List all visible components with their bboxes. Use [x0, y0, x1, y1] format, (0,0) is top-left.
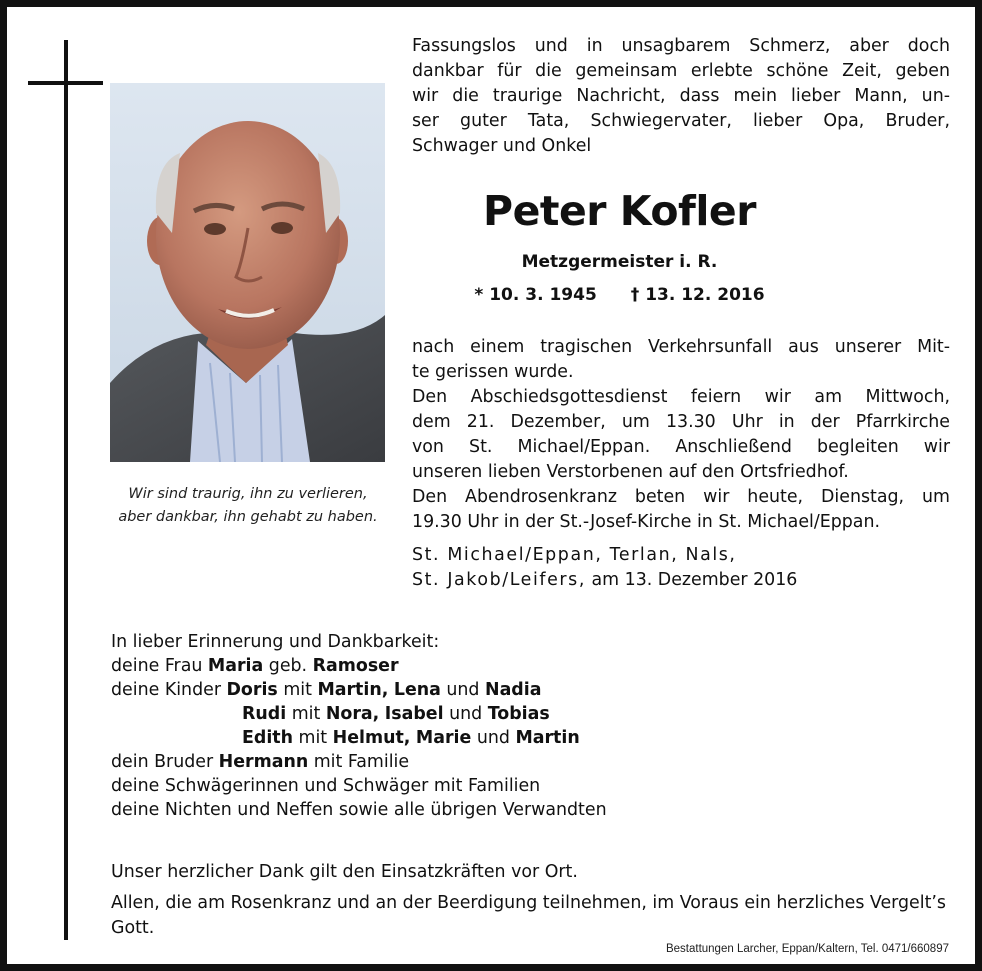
mourner-inlaws: deine Schwägerinnen und Schwäger mit Familien — [111, 776, 541, 796]
relation-label: mit Familie — [313, 752, 410, 772]
mourner-family — [111, 726, 811, 750]
mourner-name: Martin, — [317, 680, 389, 700]
mourner-name: Nora, — [325, 704, 380, 724]
body-text — [412, 335, 950, 535]
mourner-name: Maria — [207, 656, 264, 676]
intro-line: Schwager und Onkel — [412, 136, 592, 156]
relation-label: und — [446, 680, 480, 700]
funeral-home-credit: Bestattungen Larcher, Eppan/Kaltern, Tel. 0471/660897 — [665, 943, 949, 955]
deceased-name: Peter Kofler — [483, 187, 756, 235]
thanks-attendees: Allen, die am Rosenkranz und an der Beerdigung teilnehmen, im Voraus ein herzliches Vergelt’s Gott. — [111, 893, 946, 938]
caption-line: aber dankbar, ihn gehabt zu haben. — [118, 509, 378, 525]
relation-label: mit — [298, 728, 328, 748]
body-line: Den Abendrosenkranz beten wir heute, Dienstag, um — [412, 487, 950, 507]
mourner-family — [111, 678, 811, 702]
mourner-name: Doris — [226, 680, 278, 700]
mourner-name: Lena — [393, 680, 441, 700]
mourner-name: Tobias — [487, 704, 550, 724]
relation-label: deine Kinder — [111, 680, 221, 700]
relation-label: und — [449, 704, 483, 724]
relation-label: dein Bruder — [111, 752, 214, 772]
notice-date: am 13. Dezember 2016 — [591, 570, 798, 590]
caption-line: Wir sind traurig, ihn zu verlieren, — [128, 486, 368, 502]
intro-line: ser guter Tata, Schwiegervater, lieber Opa, Bruder, — [412, 111, 950, 131]
body-line: von St. Michael/Eppan. Anschließend begleiten wir — [412, 437, 950, 457]
body-line: nach einem tragischen Verkehrsunfall aus unserer Mit- — [412, 337, 950, 357]
life-dates — [412, 283, 827, 307]
mourner-name: Edith — [242, 728, 293, 748]
mourner-brother — [111, 750, 811, 774]
mourner-wife — [111, 654, 811, 678]
relation-label: geb. — [268, 656, 308, 676]
birth-date: * 10. 3. 1945 — [474, 285, 597, 305]
mourner-name: Isabel — [384, 704, 444, 724]
cross-horizontal-bar — [28, 81, 103, 85]
relation-label: mit — [291, 704, 321, 724]
mourner-name: Hermann — [218, 752, 309, 772]
mourner-name: Helmut, — [332, 728, 411, 748]
mourner-name: Ramoser — [312, 656, 399, 676]
relation-label: deine Frau — [111, 656, 203, 676]
place-and-date — [412, 543, 950, 593]
mourners-list — [111, 630, 811, 822]
thanks-rescuers: Unser herzlicher Dank gilt den Einsatzkräften vor Ort. — [111, 862, 578, 882]
deceased-title: Metzgermeister i. R. — [521, 252, 718, 272]
body-line: 19.30 Uhr in der St.-Josef-Kirche in St. Michael/Eppan. — [412, 512, 880, 532]
relation-label: und — [476, 728, 510, 748]
place-line — [412, 568, 950, 593]
mourner-name: Rudi — [242, 704, 287, 724]
intro-line: dankbar für die gemeinsam erlebte schöne Zeit, geben — [412, 61, 950, 81]
relation-label: mit — [283, 680, 312, 700]
mourner-name: Martin — [515, 728, 580, 748]
mourners-heading: In lieber Erinnerung und Dankbarkeit: — [111, 632, 440, 652]
body-line: te gerissen wurde. — [412, 362, 574, 382]
photo-caption — [107, 483, 389, 529]
portrait-photo — [110, 83, 385, 462]
cross-vertical-bar — [64, 40, 68, 940]
intro-line: Fassungslos und in unsagbarem Schmerz, aber doch — [412, 36, 950, 56]
body-line: Den Abschiedsgottesdienst feiern wir am Mittwoch, — [412, 387, 950, 407]
mourner-family — [111, 702, 811, 726]
mourner-name: Nadia — [485, 680, 542, 700]
place-line-spaced: St. Jakob/Leifers, — [412, 570, 586, 590]
intro-line: wir die traurige Nachricht, dass mein lieber Mann, un- — [412, 86, 950, 106]
place-line: St. Michael/Eppan, Terlan, Nals, — [412, 545, 737, 565]
intro-text — [412, 34, 950, 159]
body-line: unseren lieben Verstorbenen auf den Ortsfriedhof. — [412, 462, 849, 482]
mourner-name: Marie — [415, 728, 472, 748]
mourner-relatives: deine Nichten und Neffen sowie alle übrigen Verwandten — [111, 800, 607, 820]
death-date: † 13. 12. 2016 — [630, 285, 765, 305]
body-line: dem 21. Dezember, um 13.30 Uhr in der Pfarrkirche — [412, 412, 950, 432]
